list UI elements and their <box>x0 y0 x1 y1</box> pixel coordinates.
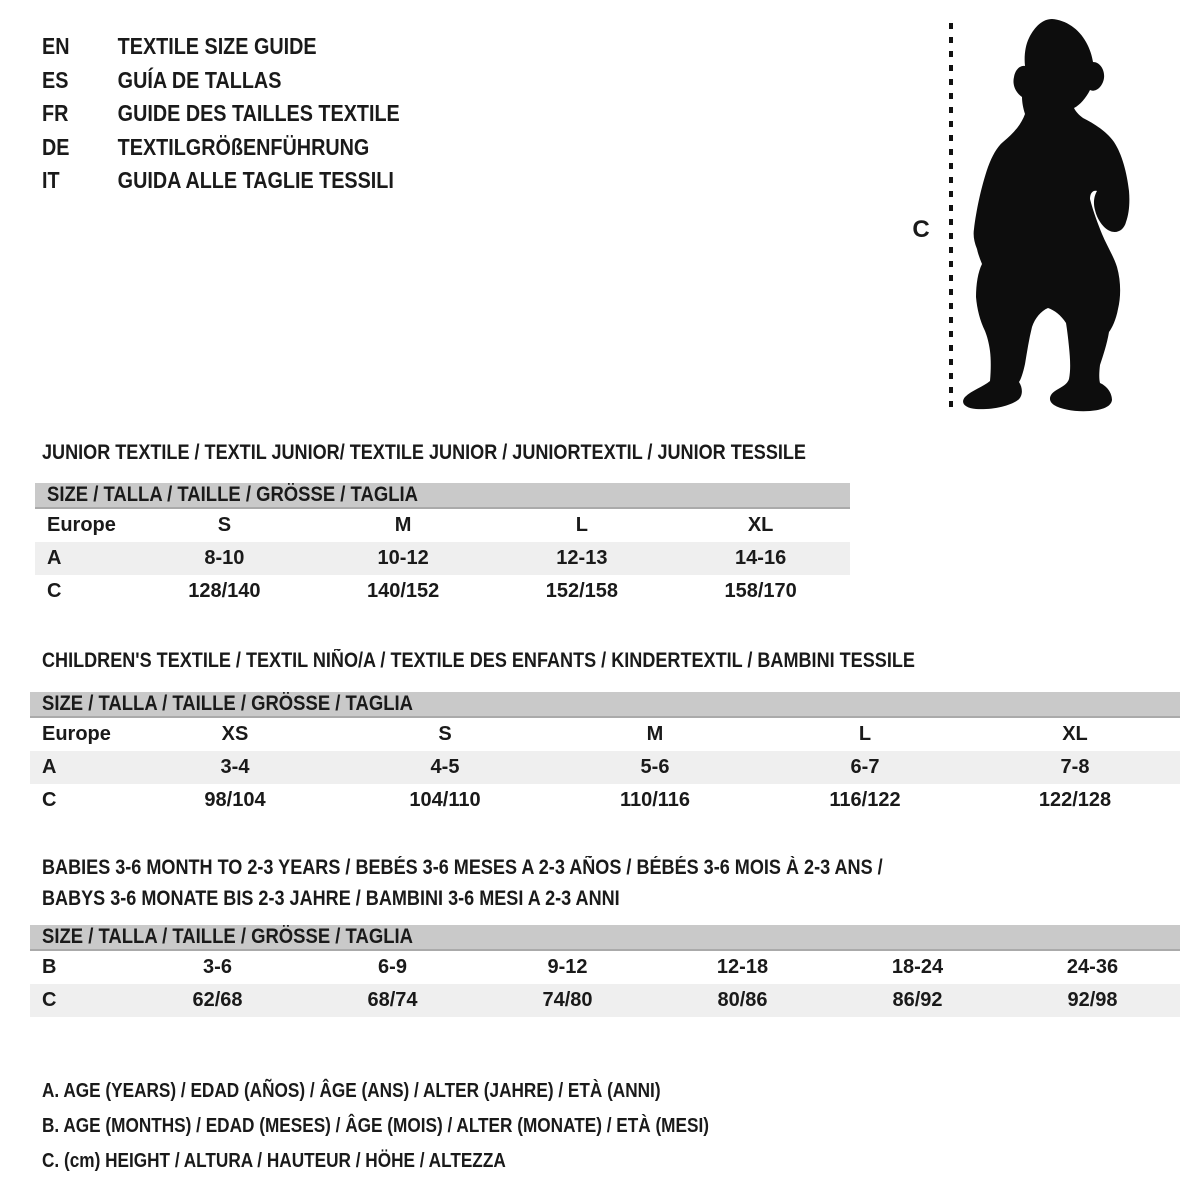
row-label: A <box>47 547 62 569</box>
language-label: TEXTILE SIZE GUIDE <box>117 33 317 60</box>
table-title-text: BABYS 3-6 MONATE BIS 2-3 JAHRE / BAMBINI 3-6 MESI A 2-3 ANNI <box>42 887 620 910</box>
value-cell: 92/98 <box>1067 989 1118 1011</box>
table-row <box>30 951 1180 984</box>
value-cell: 9-12 <box>547 956 588 978</box>
value-cell: 140/152 <box>366 580 440 602</box>
legend-text: B. AGE (MONTHS) / EDAD (MESES) / ÂGE (MOIS) / ALTER (MONATE) / ETÀ (MESI) <box>42 1115 709 1137</box>
babies-size-table <box>30 925 1180 1017</box>
table-row <box>35 575 850 608</box>
legend-line <box>42 1144 818 1179</box>
value-cell: 24-36 <box>1066 956 1119 978</box>
value-cell: XL <box>747 514 774 536</box>
value-cell: 74/80 <box>542 989 593 1011</box>
table-title-text: BABIES 3-6 MONTH TO 2-3 YEARS / BEBÉS 3-6 MESES A 2-3 AÑOS / BÉBÉS 3-6 MOIS À 2-3 ANS / <box>42 856 883 879</box>
table-row <box>30 984 1180 1017</box>
table-row <box>30 784 1180 817</box>
size-header-text: SIZE / TALLA / TAILLE / GRÖSSE / TAGLIA <box>47 483 418 506</box>
value-cell: XS <box>221 723 249 745</box>
language-code: ES <box>42 66 69 93</box>
language-code: EN <box>42 33 70 60</box>
language-code: FR <box>42 100 69 127</box>
table-title-text: CHILDREN'S TEXTILE / TEXTIL NIÑO/A / TEXTILE DES ENFANTS / KINDERTEXTIL / BAMBINI TESSILE <box>42 649 915 672</box>
value-cell: 104/110 <box>409 789 481 811</box>
language-label: GUIDE DES TAILLES TEXTILE <box>117 100 400 127</box>
language-row <box>42 97 400 131</box>
value-cell: M <box>646 723 664 745</box>
size-header-bar <box>30 692 1180 718</box>
table-title-line <box>42 883 1020 914</box>
size-header-text: SIZE / TALLA / TAILLE / GRÖSSE / TAGLIA <box>42 692 413 715</box>
value-cell: 10-12 <box>377 547 429 569</box>
value-cell: 3-4 <box>220 756 250 778</box>
value-cell: 110/116 <box>619 789 691 811</box>
value-cell: 62/68 <box>192 989 243 1011</box>
junior-table-title <box>42 437 930 468</box>
height-measure-label: C <box>912 216 930 243</box>
value-cell: 128/140 <box>188 580 261 602</box>
row-label: B <box>42 956 57 978</box>
toddler-silhouette <box>963 19 1129 411</box>
table-title-text: JUNIOR TEXTILE / TEXTIL JUNIOR/ TEXTILE JUNIOR / JUNIORTEXTIL / JUNIOR TESSILE <box>42 441 806 464</box>
value-cell: S <box>217 514 232 536</box>
value-cell: L <box>858 723 872 745</box>
language-label: GUÍA DE TALLAS <box>117 66 282 93</box>
size-header-text: SIZE / TALLA / TAILLE / GRÖSSE / TAGLIA <box>42 925 413 948</box>
toddler-silhouette-icon <box>940 15 1145 420</box>
value-cell: 4-5 <box>430 756 460 778</box>
row-label: C <box>42 789 57 811</box>
legend-line <box>42 1109 818 1144</box>
junior-size-table <box>35 483 850 608</box>
row-label: C <box>42 989 57 1011</box>
language-row <box>42 64 400 98</box>
language-list <box>42 30 458 198</box>
size-header-bar <box>35 483 850 509</box>
value-cell: 116/122 <box>829 789 901 811</box>
table-row <box>35 509 850 542</box>
babies-table-title <box>42 852 1020 914</box>
size-header-bar <box>30 925 1180 951</box>
row-label: Europe <box>42 723 111 745</box>
row-label: Europe <box>47 514 116 536</box>
value-cell: 152/158 <box>545 580 619 602</box>
children-size-table <box>30 692 1180 817</box>
row-label: A <box>42 756 57 778</box>
table-row <box>30 751 1180 784</box>
value-cell: 122/128 <box>1038 789 1112 811</box>
value-cell: 5-6 <box>640 756 670 778</box>
children-table-title <box>42 645 1057 676</box>
legend-line <box>42 1074 818 1109</box>
table-row <box>30 718 1180 751</box>
language-code: DE <box>42 133 70 160</box>
value-cell: 12-18 <box>716 956 769 978</box>
language-label: TEXTILGRÖßENFÜHRUNG <box>117 133 370 160</box>
value-cell: M <box>394 514 412 536</box>
value-cell: 80/86 <box>717 989 768 1011</box>
value-cell: S <box>438 723 452 745</box>
legend-text: C. (cm) HEIGHT / ALTURA / HAUTEUR / HÖHE / ALTEZZA <box>42 1150 506 1172</box>
value-cell: L <box>575 514 588 536</box>
language-code: IT <box>42 167 60 194</box>
row-label: C <box>47 580 62 602</box>
value-cell: 158/170 <box>724 580 797 602</box>
table-title-line <box>42 437 930 468</box>
language-row <box>42 164 400 198</box>
value-cell: 12-13 <box>556 547 608 569</box>
value-cell: 98/104 <box>204 789 266 811</box>
value-cell: 3-6 <box>203 956 232 978</box>
table-title-line <box>42 645 1057 676</box>
language-label: GUIDA ALLE TAGLIE TESSILI <box>117 167 394 194</box>
table-row <box>35 542 850 575</box>
value-cell: 6-7 <box>850 756 880 778</box>
value-cell: 18-24 <box>891 956 944 978</box>
value-cell: 68/74 <box>367 989 418 1011</box>
value-cell: 86/92 <box>892 989 943 1011</box>
legend <box>42 1074 818 1179</box>
legend-text: A. AGE (YEARS) / EDAD (AÑOS) / ÂGE (ANS) / ALTER (JAHRE) / ETÀ (ANNI) <box>42 1080 661 1102</box>
value-cell: 8-10 <box>204 547 245 569</box>
value-cell: 7-8 <box>1060 756 1090 778</box>
value-cell: XL <box>1062 723 1088 745</box>
table-title-line <box>42 852 1020 883</box>
value-cell: 14-16 <box>735 547 787 569</box>
language-row <box>42 30 400 64</box>
language-row <box>42 131 400 165</box>
value-cell: 6-9 <box>378 956 407 978</box>
